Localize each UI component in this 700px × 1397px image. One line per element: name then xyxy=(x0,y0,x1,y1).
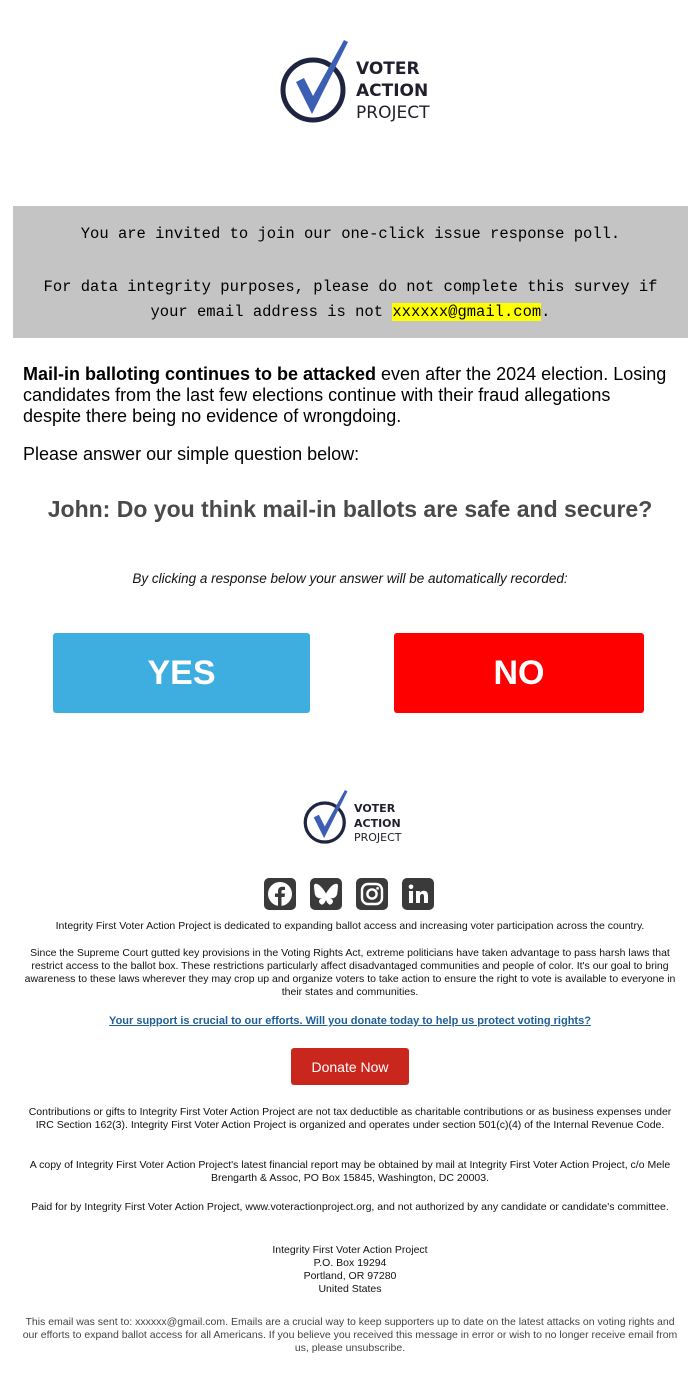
poll-question: John: Do you think mail-in ballots are safe and secure? xyxy=(47,496,653,522)
donate-now-button[interactable]: Donate Now xyxy=(291,1048,409,1085)
instagram-icon[interactable] xyxy=(356,878,388,910)
footer-tax-disclaimer: Contributions or gifts to Integrity First Voter Action Project are not tax deductible as charitable contributions or as business expenses under IRC Section 162(3). Integrity First Voter Action Project is organized and operates under section 501(c)(4) of the Internal Revenue Code. xyxy=(28,1106,672,1131)
yes-button[interactable]: YES xyxy=(53,633,310,713)
facebook-icon[interactable] xyxy=(264,878,296,910)
footer-logo-line-voter: VOTER xyxy=(354,802,396,815)
intro-paragraph xyxy=(23,364,673,427)
notice-invite: You are invited to join our one-click issue response poll. xyxy=(80,225,621,243)
intro-bold: Mail-in balloting continues to be attacked xyxy=(23,364,377,384)
notice-email: xxxxxx@gmail.com xyxy=(392,303,542,321)
notice-warning xyxy=(13,275,688,325)
integrity-notice xyxy=(13,206,688,338)
notice-period: . xyxy=(541,303,551,321)
logo-line-voter: VOTER xyxy=(356,59,420,79)
footer-sent-to: This email was sent to: xxxxxx@gmail.com. Emails are a crucial way to keep supporters up to date on the latest attacks on voting rights and our efforts to expand ballot access for all Americans. If you believe you received this message in error or wish to no longer receive email from us, please unsubscribe. xyxy=(22,1316,678,1354)
checkmark-logo-icon xyxy=(278,38,358,128)
address-line: Integrity First Voter Action Project xyxy=(272,1244,428,1256)
intro-prompt: Please answer our simple question below: xyxy=(23,444,360,464)
address-line: P.O. Box 19294 xyxy=(313,1257,387,1269)
footer-logo-line-action: ACTION xyxy=(354,816,401,830)
logo-line-action: ACTION xyxy=(356,81,429,101)
poll-instruction: By clicking a response below your answer will be automatically recorded: xyxy=(132,571,568,586)
no-button[interactable]: NO xyxy=(394,633,644,713)
bluesky-icon[interactable] xyxy=(310,878,342,910)
notice-warning-text: For data integrity purposes, please do not complete this survey if your email address is not xyxy=(43,278,658,321)
footer-financial-report: A copy of Integrity First Voter Action Project's latest financial report may be obtained by mail at Integrity First Voter Action Project, c/o Mele Brengarth & Assoc, PO Box 15845, Washington, DC 20003. xyxy=(29,1159,671,1184)
social-links xyxy=(264,878,434,910)
checkmark-logo-icon xyxy=(302,788,354,848)
footer-paid-for: Paid for by Integrity First Voter Action Project, www.voteractionproject.org, and not authorized by any candidate or candidate's committee. xyxy=(31,1201,669,1213)
footer-logo[interactable] xyxy=(302,788,412,848)
support-link[interactable]: Your support is crucial to our efforts. Will you donate today to help us protect voting rights? xyxy=(109,1015,591,1027)
linkedin-icon[interactable] xyxy=(402,878,434,910)
intro-rest: even after the 2024 election. Losing candidates from the last few elections continue with their fraud allegations despite there being no evidence of wrongdoing. xyxy=(23,364,667,426)
footer-address xyxy=(20,1244,680,1296)
support-link-container xyxy=(20,1015,680,1028)
address-line: United States xyxy=(318,1283,382,1295)
logo[interactable] xyxy=(278,38,438,128)
footer-logo-line-project: PROJECT xyxy=(354,831,402,844)
footer-mission: Integrity First Voter Action Project is dedicated to expanding ballot access and increasing voter participation across the country. xyxy=(55,920,645,932)
address-line: Portland, OR 97280 xyxy=(303,1270,397,1282)
footer-paragraph: Since the Supreme Court gutted key provisions in the Voting Rights Act, extreme politicians have taken advantage to pass harsh laws that restrict access to the ballot box. These restrictions particularly affect disadvantaged communities and people of color. It's our goal to bring awareness to these laws wherever they may crop up and organize voters to take action to ensure the right to vote is available to everyone in their states and communities. xyxy=(24,947,676,998)
logo-line-project: PROJECT xyxy=(356,103,430,123)
